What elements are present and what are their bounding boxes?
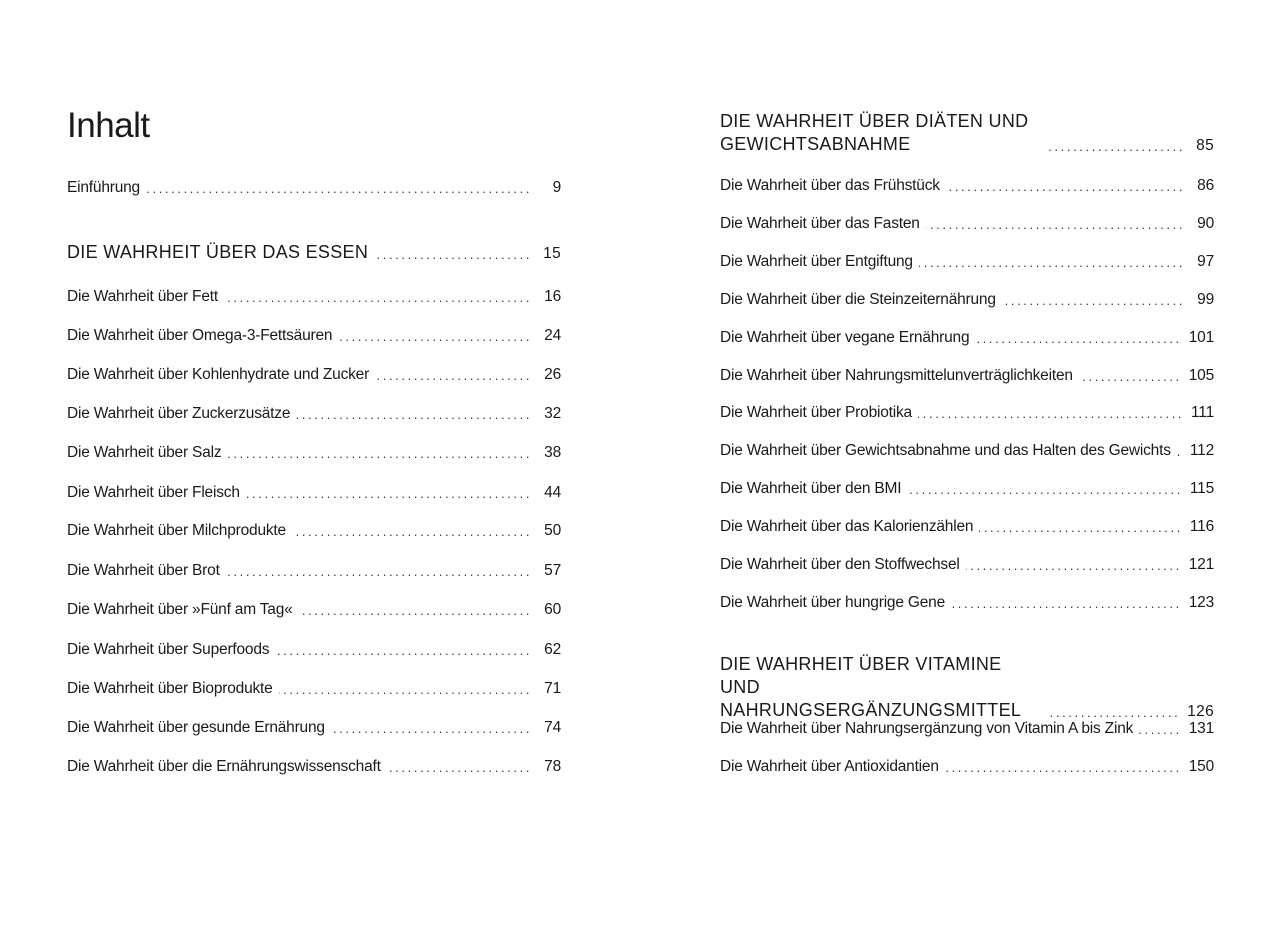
toc-entry-label: Die Wahrheit über Probiotika (720, 404, 912, 421)
toc-entry[interactable] (67, 404, 561, 424)
toc-page-number: 112 (1189, 442, 1214, 459)
dot-leader (227, 443, 529, 463)
toc-entry-label: Die Wahrheit über Zuckerzusätze (67, 405, 291, 422)
toc-entry[interactable] (67, 178, 561, 198)
toc-entry[interactable] (720, 214, 1214, 234)
dot-leader (919, 252, 1182, 272)
toc-page-number: 32 (544, 405, 561, 422)
toc-entry[interactable] (67, 365, 561, 385)
dot-leader (246, 483, 529, 503)
toc-entry[interactable] (720, 328, 1214, 348)
toc-entry[interactable] (67, 718, 561, 738)
toc-page-number: 97 (1197, 253, 1214, 270)
dot-leader (945, 757, 1179, 777)
toc-page-number: 111 (1191, 404, 1214, 421)
toc-page-number: 62 (544, 641, 561, 658)
dot-leader (375, 365, 529, 385)
toc-page-number: 57 (544, 562, 561, 579)
toc-entry[interactable] (720, 290, 1214, 310)
dot-leader (146, 178, 529, 198)
toc-page-number: 101 (1188, 329, 1214, 346)
toc-page-number: 90 (1197, 215, 1214, 232)
toc-entry-label: Die Wahrheit über Salz (67, 444, 222, 461)
toc-section-heading[interactable] (720, 110, 1214, 156)
toc-entry-label: Die Wahrheit über das Kalorienzählen (720, 518, 974, 535)
toc-page-number: 26 (544, 366, 561, 383)
dot-leader (387, 757, 529, 777)
dot-leader (331, 718, 529, 738)
toc-page-number: 115 (1189, 480, 1214, 497)
toc-entry-label: Die Wahrheit über das Frühstück (720, 177, 940, 194)
toc-page-number: 44 (544, 484, 561, 501)
dot-leader (292, 521, 529, 541)
toc-entry[interactable] (67, 287, 561, 307)
toc-page-number: 99 (1197, 291, 1214, 308)
toc-entry-label: Die Wahrheit über die Ernährungswissenschaft (67, 758, 381, 775)
toc-entry[interactable] (720, 555, 1214, 575)
toc-entry-label: Die Wahrheit über Entgiftung (720, 253, 913, 270)
toc-entry[interactable] (720, 517, 1214, 537)
toc-page-number: 60 (544, 601, 561, 618)
toc-entry-label: Die Wahrheit über Omega-3-Fettsäuren (67, 327, 333, 344)
dot-leader (926, 214, 1182, 234)
toc-page-number: 150 (1188, 758, 1214, 775)
dot-leader (1079, 366, 1179, 386)
toc-entry-label: Die Wahrheit über hungrige Gene (720, 594, 945, 611)
toc-entry[interactable] (67, 443, 561, 463)
dot-leader (374, 244, 529, 264)
dot-leader (226, 561, 529, 581)
toc-entry-label: DIE WAHRHEIT ÜBER DAS ESSEN (67, 242, 369, 262)
toc-entry-label: Die Wahrheit über den BMI (720, 480, 902, 497)
toc-entry-label: Die Wahrheit über die Steinzeiternährung (720, 291, 996, 308)
toc-entry-label: Die Wahrheit über vegane Ernährung (720, 329, 970, 346)
toc-page-number: 71 (544, 680, 561, 697)
toc-entry-label: Die Wahrheit über Nahrungsergänzung von Vitamin A bis Zink (720, 720, 1134, 737)
toc-entry[interactable] (720, 757, 1214, 777)
toc-entry[interactable] (720, 593, 1214, 613)
toc-page-number: 24 (544, 327, 561, 344)
dot-leader (979, 517, 1180, 537)
toc-entry[interactable] (720, 719, 1214, 739)
toc-entry-label: Die Wahrheit über Nahrungsmittelunverträglichkeiten (720, 367, 1073, 384)
toc-entry-label: Einführung (67, 179, 140, 196)
dot-leader (1002, 290, 1182, 310)
toc-entry[interactable] (67, 521, 561, 541)
toc-entry-label: Die Wahrheit über Bioprodukte (67, 680, 273, 697)
toc-page-number: 121 (1188, 556, 1214, 573)
toc-section-heading[interactable] (720, 653, 1214, 722)
dot-leader (907, 479, 1180, 499)
toc-entry[interactable] (720, 441, 1214, 461)
toc-page-number: 105 (1188, 367, 1214, 384)
toc-entry-label: Die Wahrheit über Antioxidantien (720, 758, 939, 775)
toc-entry-label: Die Wahrheit über das Fasten (720, 215, 920, 232)
dot-leader (299, 600, 529, 620)
toc-page-number: 131 (1188, 720, 1214, 737)
toc-entry-label: Die Wahrheit über »Fünf am Tag« (67, 601, 293, 618)
toc-page-number: 78 (544, 758, 561, 775)
dot-leader (279, 679, 529, 699)
dot-leader (975, 328, 1178, 348)
dot-leader (918, 403, 1181, 423)
toc-page-number: 86 (1197, 177, 1214, 194)
toc-page-number: 38 (544, 444, 561, 461)
toc-page-number: 74 (544, 719, 561, 736)
toc-entry[interactable] (67, 640, 561, 660)
dot-leader (224, 287, 529, 307)
dot-leader (275, 640, 529, 660)
toc-entry[interactable] (67, 483, 561, 503)
dot-leader (338, 326, 529, 346)
toc-entry[interactable] (720, 176, 1214, 196)
dot-leader (966, 555, 1179, 575)
toc-page-number: 50 (544, 522, 561, 539)
toc-entry-label: Die Wahrheit über Fett (67, 288, 218, 305)
toc-page-number: 116 (1189, 518, 1214, 535)
dot-leader (951, 593, 1179, 613)
toc-entry-label: Die Wahrheit über Kohlenhydrate und Zucker (67, 366, 370, 383)
toc-entry-label: Die Wahrheit über Milchprodukte (67, 522, 286, 539)
toc-entry-label: Die Wahrheit über den Stoffwechsel (720, 556, 960, 573)
toc-page-number: 15 (543, 245, 561, 262)
toc-entry-label: DIE WAHRHEIT ÜBER VITAMINE UND NAHRUNGSERGÄNZUNGSMITTEL (720, 654, 1022, 720)
toc-page-number: 16 (544, 288, 561, 305)
dot-leader (296, 404, 529, 424)
toc-entry-label: Die Wahrheit über Gewichtsabnahme und das Halten des Gewichts (720, 442, 1171, 459)
toc-entry[interactable] (67, 757, 561, 777)
toc-entry[interactable] (67, 679, 561, 699)
toc-entry[interactable] (720, 252, 1214, 272)
dot-leader (1139, 719, 1179, 739)
toc-entry-label: Die Wahrheit über Superfoods (67, 641, 270, 658)
toc-entry-label: Die Wahrheit über Brot (67, 562, 220, 579)
dot-leader (1177, 441, 1180, 461)
toc-entry[interactable] (67, 561, 561, 581)
toc-page-number: 126 (1187, 703, 1214, 720)
toc-entry-label: Die Wahrheit über Fleisch (67, 484, 240, 501)
toc-section-heading[interactable] (67, 241, 561, 264)
toc-entry[interactable] (720, 366, 1214, 386)
page-title: Inhalt (67, 106, 150, 145)
dot-leader (1046, 136, 1182, 156)
toc-entry-label: DIE WAHRHEIT ÜBER DIÄTEN UND GEWICHTSABNAHME (720, 111, 1029, 154)
toc-entry[interactable] (720, 403, 1214, 423)
toc-page-number: 123 (1188, 594, 1214, 611)
toc-entry[interactable] (67, 600, 561, 620)
toc-page-number: 9 (552, 179, 561, 196)
toc-page-number: 85 (1196, 137, 1214, 154)
toc-entry[interactable] (67, 326, 561, 346)
toc-entry[interactable] (720, 479, 1214, 499)
toc-entry-label: Die Wahrheit über gesunde Ernährung (67, 719, 325, 736)
dot-leader (946, 176, 1182, 196)
